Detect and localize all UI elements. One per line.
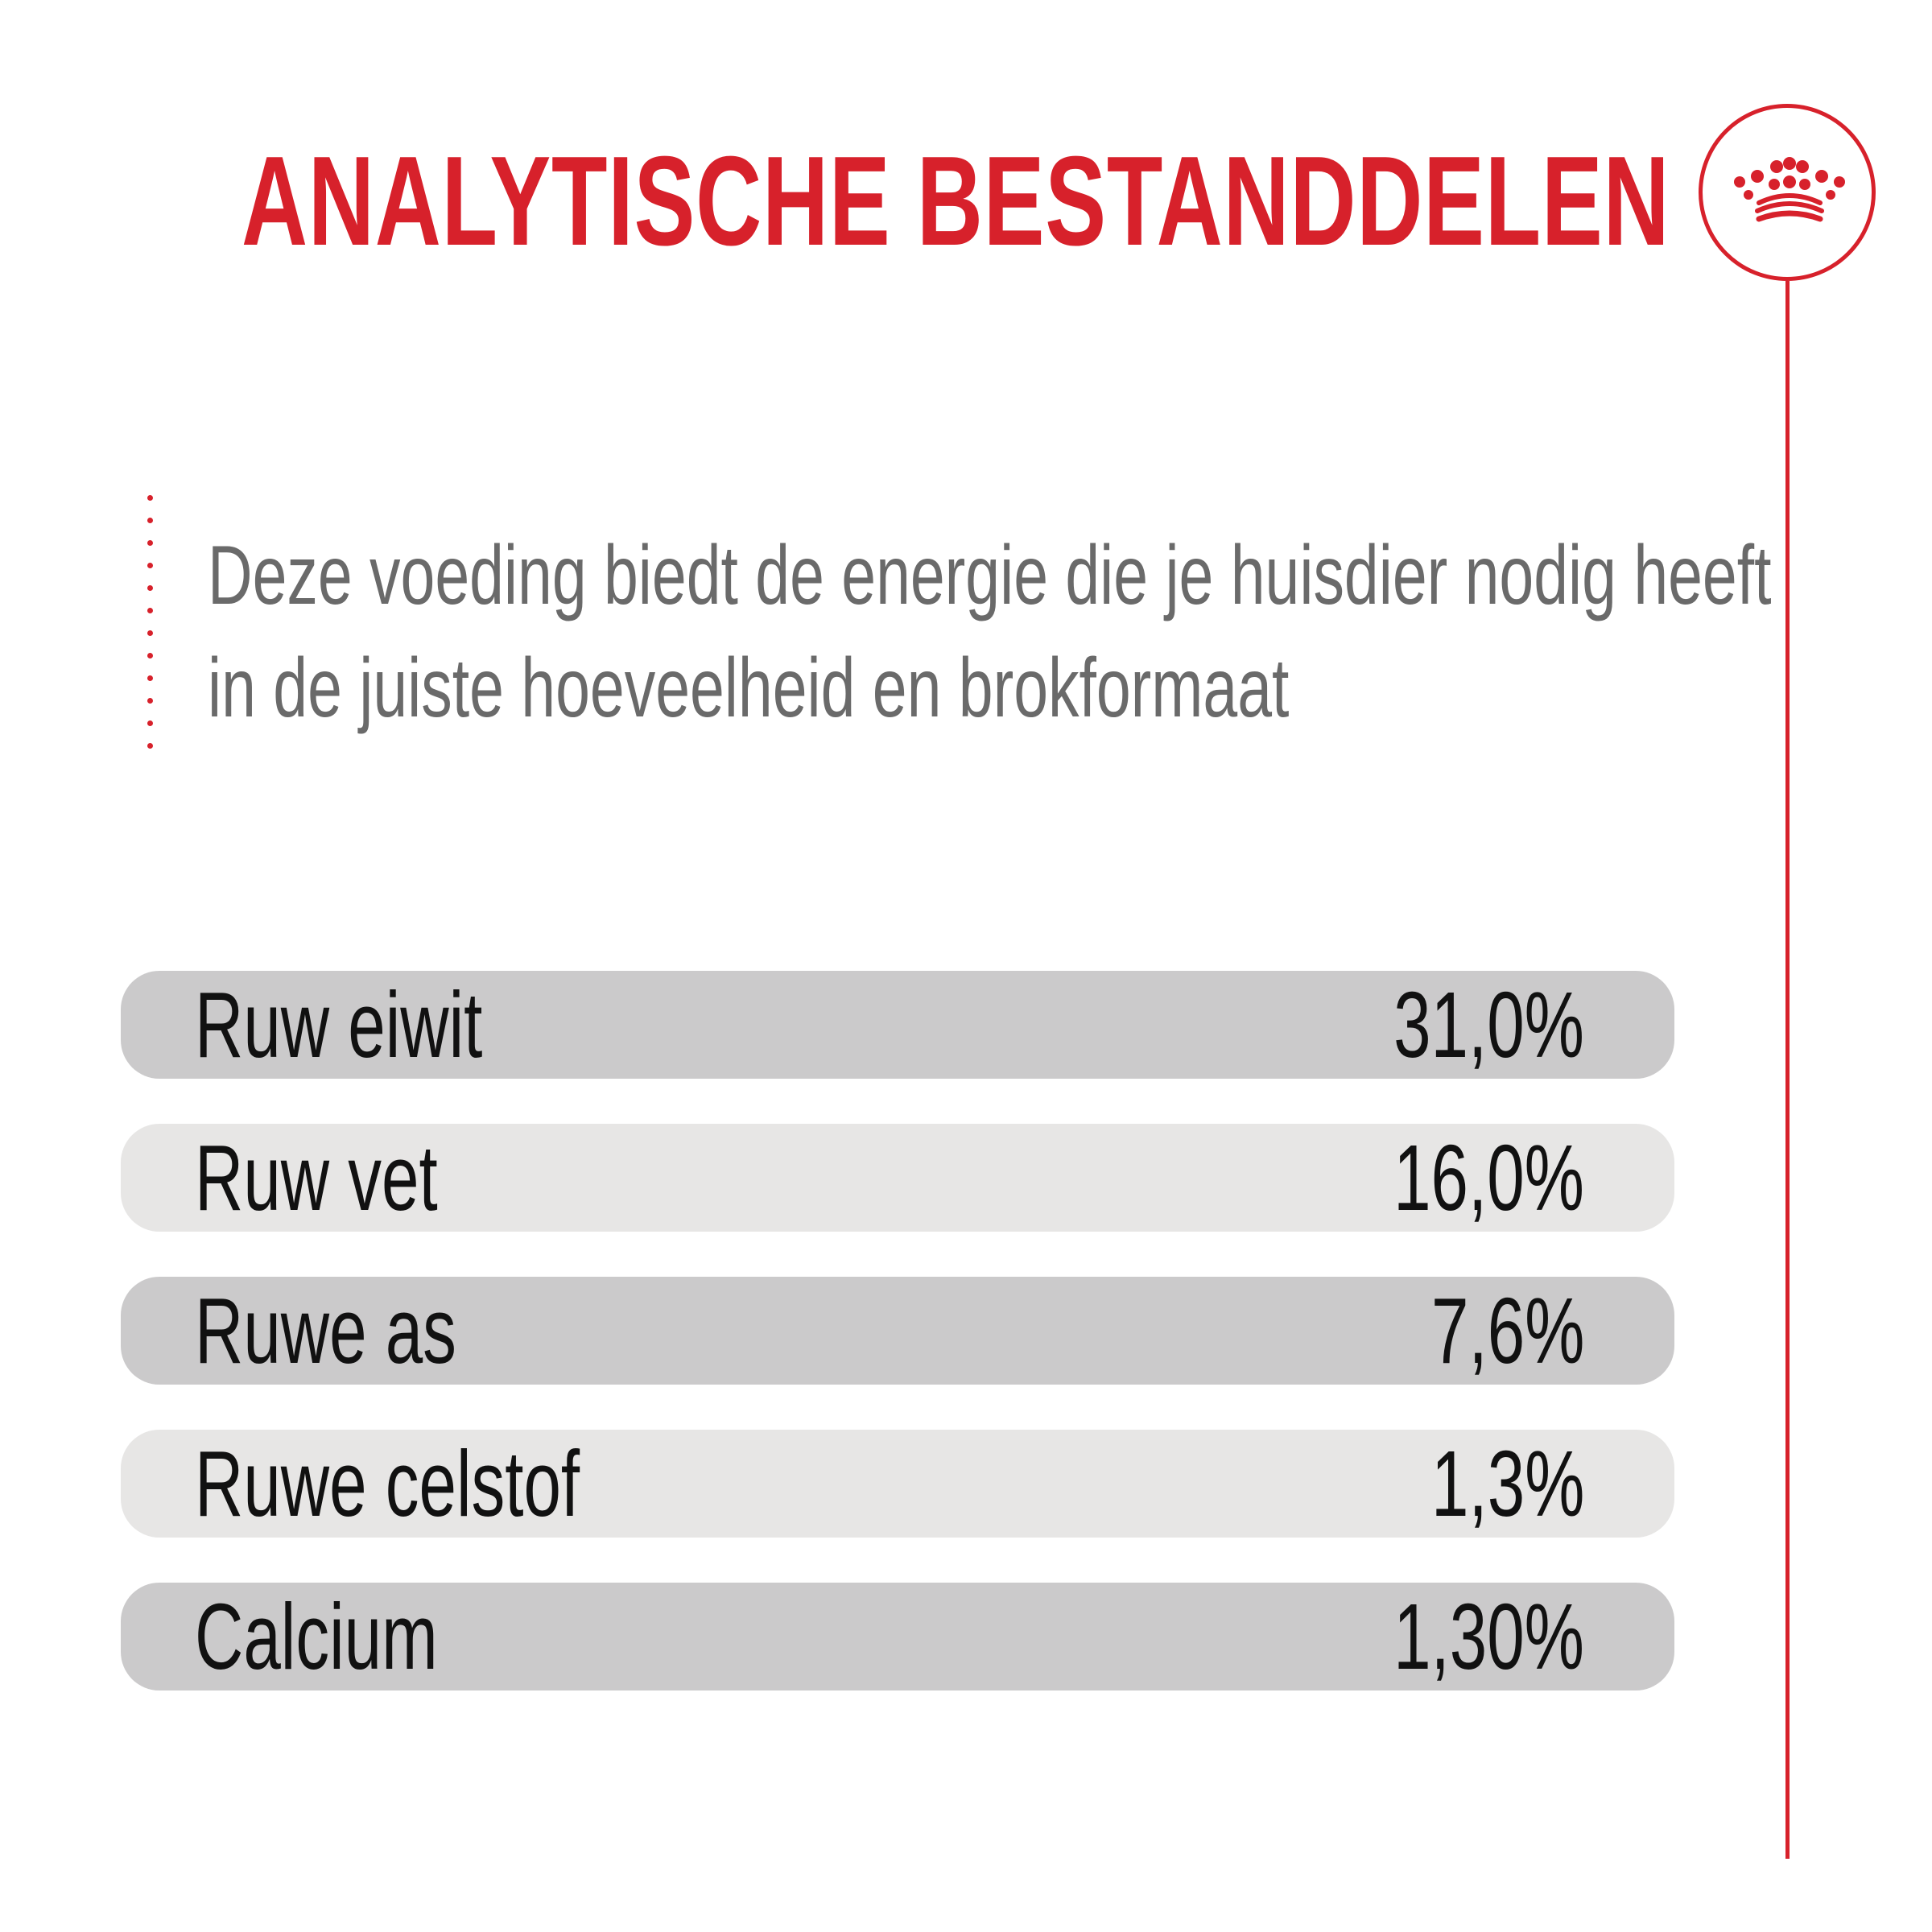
intro-line-2: in de juiste hoeveelheid en brokformaat (208, 642, 1290, 735)
nutrient-row-ruwe-as (121, 1277, 1674, 1385)
decorative-vertical-line (1785, 281, 1790, 1859)
nutrient-value: 31,0% (1393, 972, 1584, 1077)
nutrient-row-calcium (121, 1583, 1674, 1690)
crown-icon (1703, 108, 1872, 277)
nutrient-label: Ruwe celstof (195, 1431, 580, 1536)
divider-dot (147, 540, 153, 546)
nutrient-value: 16,0% (1393, 1125, 1584, 1230)
nutrient-row-ruwe-celstof (121, 1430, 1674, 1538)
intro-line-1: Deze voeding biedt de energie die je huisdier nodig heeft (208, 529, 1772, 622)
divider-dot (147, 608, 153, 613)
divider-dot (147, 698, 153, 704)
divider-dot (147, 495, 153, 501)
nutrient-value: 7,6% (1430, 1278, 1584, 1383)
nutrient-row-ruw-eiwit (121, 971, 1674, 1079)
page-title: ANALYTISCHE BESTANDDELEN (242, 130, 1670, 272)
divider-dot (147, 720, 153, 726)
nutrient-row-ruw-vet (121, 1124, 1674, 1232)
divider-dot (147, 675, 153, 681)
divider-dot (147, 585, 153, 591)
nutrient-value: 1,3% (1430, 1431, 1584, 1536)
nutrient-label: Ruwe as (195, 1278, 456, 1383)
divider-dot (147, 653, 153, 658)
dotted-divider (147, 495, 154, 769)
divider-dot (147, 743, 153, 749)
divider-dot (147, 630, 153, 636)
intro-text (208, 519, 1818, 745)
nutrient-table (121, 971, 1674, 1736)
nutrient-label: Ruw vet (195, 1125, 438, 1230)
nutrient-label: Calcium (195, 1584, 438, 1689)
nutrient-value: 1,30% (1393, 1584, 1584, 1689)
brand-logo (1699, 104, 1876, 281)
divider-dot (147, 563, 153, 568)
nutrient-label: Ruw eiwit (195, 972, 483, 1077)
divider-dot (147, 518, 153, 523)
